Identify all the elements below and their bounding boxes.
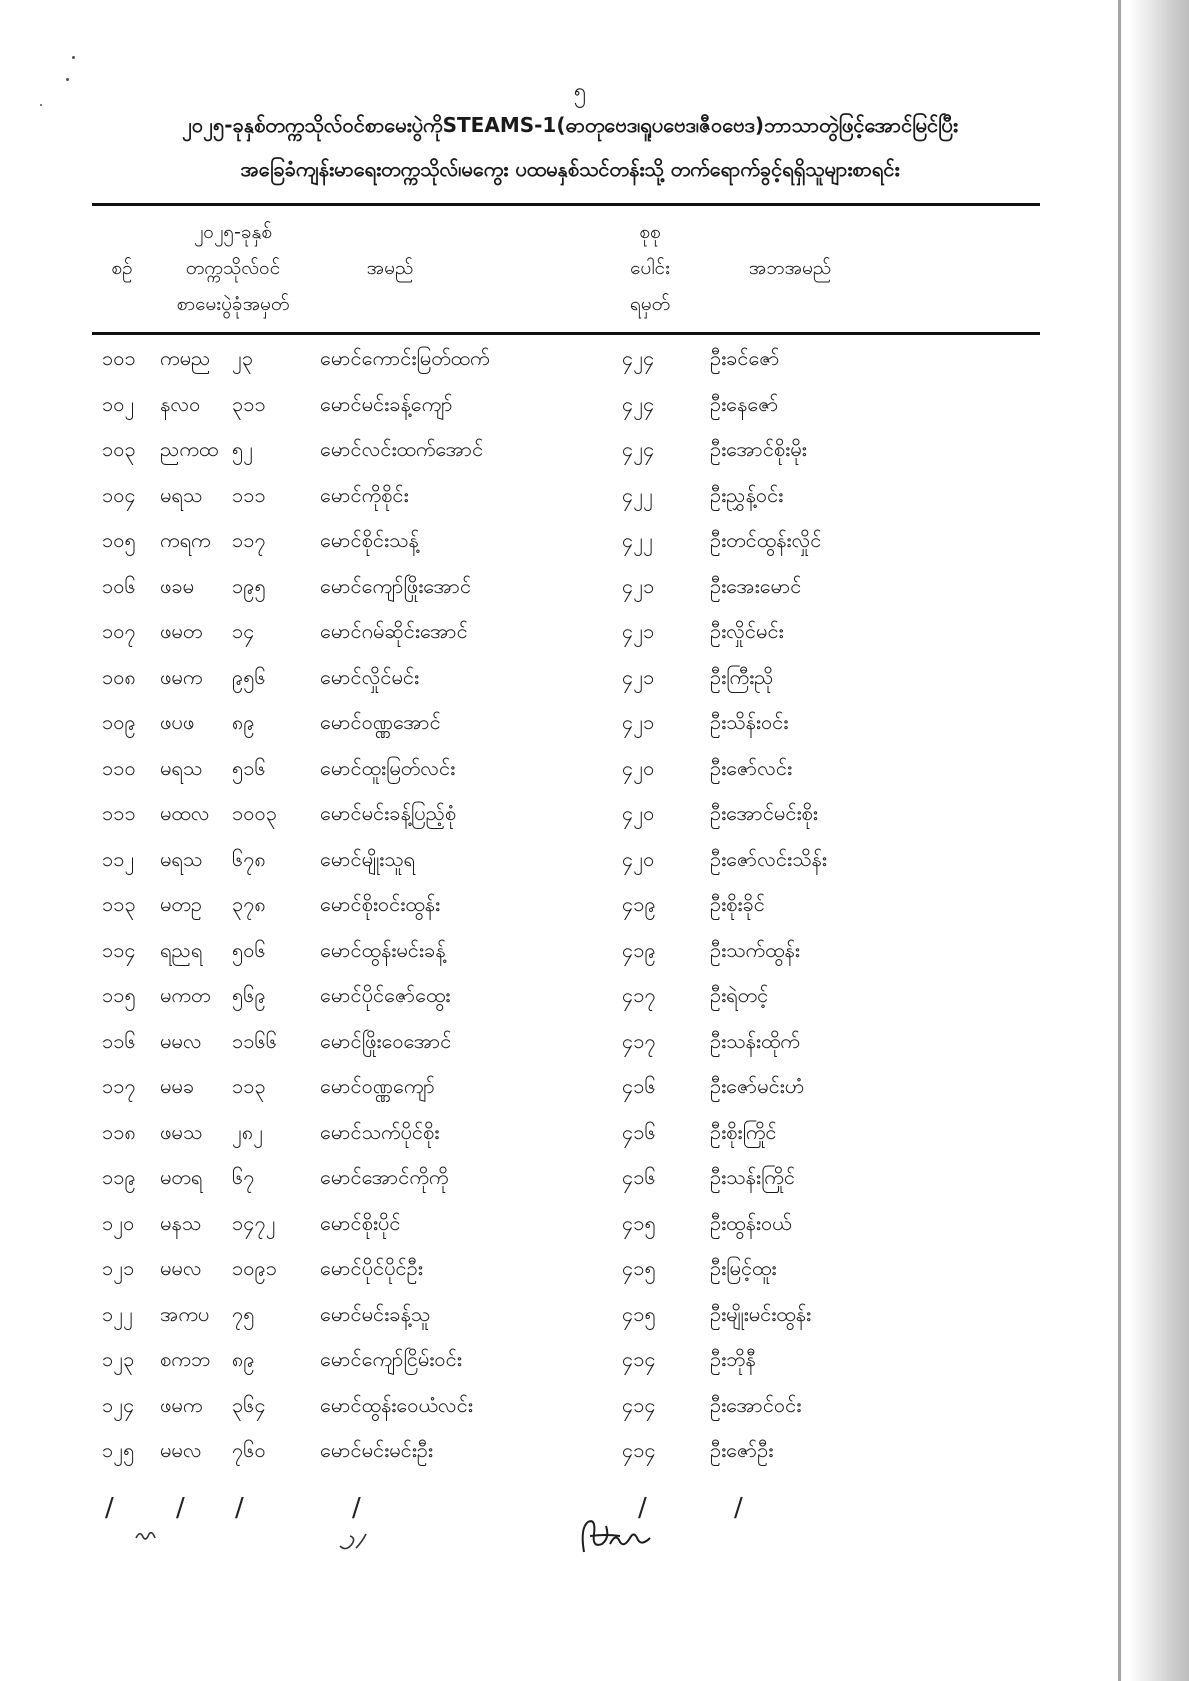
row-serial-no: ၁၁၁ <box>102 801 136 825</box>
row-father-name: ဦးအောင်ဝင်း <box>710 1392 802 1417</box>
row-student-name: မောင်မင်းမင်းဦး <box>320 1438 433 1462</box>
row-total-marks: ၄၁၄ <box>622 1347 656 1371</box>
row-father-name: ဦးညွှန့်ဝင်း <box>710 482 784 507</box>
document-subtitle: အခြေခံကျန်းမာရေးတက္ကသိုလ်၊မကွေး ပထမနှစ်သင်တန်းသို့ တက်ရောက်ခွင့်ရရှိသူများစာရင်း <box>240 157 900 181</box>
header-roll-number <box>148 214 318 322</box>
row-student-name: မောင်စိုးပိုင် <box>320 1210 401 1235</box>
row-exam-center-code: မထလ <box>160 801 210 825</box>
header-marks-line-1: စုစု <box>639 221 661 243</box>
table-row <box>0 974 1189 1020</box>
initial-mark <box>336 1528 370 1554</box>
row-roll-number: ၈၉ <box>232 710 255 734</box>
row-father-name: ဦးမြင့်ထူး <box>710 1256 777 1280</box>
table-row <box>0 747 1189 793</box>
row-student-name: မောင်ပိုင်ပိုင်ဦး <box>320 1256 423 1280</box>
row-total-marks: ၄၂၀ <box>622 801 655 825</box>
row-serial-no: ၁၀၁ <box>102 346 136 370</box>
table-row <box>0 1384 1189 1430</box>
row-total-marks: ၄၂၄ <box>622 437 655 461</box>
row-father-name: ဦးသန်းထိုက် <box>710 1028 800 1053</box>
row-serial-no: ၁၀၅ <box>102 528 136 552</box>
table-row <box>0 656 1189 702</box>
row-exam-center-code: နလဝ <box>160 391 201 416</box>
table-row <box>0 428 1189 474</box>
table-row <box>0 1202 1189 1248</box>
table-row <box>0 610 1189 656</box>
row-serial-no: ၁၀၆ <box>102 573 136 598</box>
row-roll-number: ၁၁၁ <box>232 482 266 507</box>
row-serial-no: ၁၀၇ <box>102 619 136 643</box>
row-exam-center-code: ကမည <box>160 346 211 370</box>
table-row <box>0 792 1189 838</box>
row-roll-number: ၆၇ <box>232 1165 255 1189</box>
table-row <box>0 519 1189 565</box>
row-roll-number: ၅၂ <box>232 437 254 461</box>
row-father-name: ဦးသန်းကြိုင် <box>710 1165 795 1189</box>
table-row <box>0 337 1189 383</box>
row-father-name: ဦးဇော်လင်း <box>710 755 793 780</box>
row-total-marks: ၄၂၁ <box>622 573 655 598</box>
row-roll-number: ၁၀၀၃ <box>232 801 277 825</box>
row-serial-no: ၁၀၉ <box>102 710 136 734</box>
row-father-name: ဦးကြီးညို <box>710 664 774 689</box>
row-roll-number: ၃၇၈ <box>232 892 266 916</box>
row-student-name: မောင်ကျော်ငြိမ်းဝင်း <box>320 1347 462 1371</box>
footer-mark: / <box>734 1493 743 1523</box>
header-roll-line-1: ၂၀၂၅-ခုနှစ် <box>193 221 273 243</box>
footer-mark: / <box>352 1493 361 1523</box>
row-father-name: ဦးထွန်းဝယ် <box>710 1210 792 1235</box>
row-total-marks: ၄၁၆ <box>622 1074 656 1098</box>
table-header-rule <box>92 332 1040 335</box>
row-roll-number: ၁၀၉၁ <box>232 1256 277 1280</box>
row-father-name: ဦးဇော်ဦး <box>710 1438 774 1462</box>
row-student-name: မောင်ထွန်းမင်းခန့် <box>320 937 446 962</box>
row-roll-number: ၇၆၀ <box>232 1438 266 1462</box>
header-marks-line-3: ရမှတ် <box>629 293 671 315</box>
row-serial-no: ၁၁၂ <box>102 846 135 871</box>
row-student-name: မောင်ပိုင်ဇော်ထွေး <box>320 983 451 1007</box>
row-serial-no: ၁၁၀ <box>102 755 136 780</box>
table-row <box>0 1429 1189 1475</box>
row-serial-no: ၁၂၅ <box>102 1438 135 1462</box>
row-serial-no: ၁၁၃ <box>102 892 136 916</box>
page-number: ၅ <box>573 79 587 104</box>
row-father-name: ဦးစိုးခိုင် <box>710 892 765 916</box>
row-student-name: မောင်ဝဏ္ဏအောင် <box>320 710 441 734</box>
row-serial-no: ၁၁၅ <box>102 983 136 1007</box>
header-roll-line-2: တက္ကသိုလ်ဝင် <box>185 257 281 279</box>
row-father-name: ဦးဇော်လင်းသိန်း <box>710 846 827 871</box>
row-serial-no: ၁၂၂ <box>102 1301 133 1326</box>
row-exam-center-code: မရသ <box>160 482 203 507</box>
row-total-marks: ၄၂၁ <box>622 619 655 643</box>
footer-mark: / <box>638 1493 647 1523</box>
row-serial-no: ၁၁၇ <box>102 1074 136 1098</box>
row-father-name: ဦးတင်ထွန်းလှိုင် <box>710 528 822 552</box>
row-exam-center-code: အကပ <box>160 1301 210 1326</box>
row-roll-number: ၁၉၅ <box>232 573 266 598</box>
row-roll-number: ၅၆၉ <box>232 983 266 1007</box>
row-father-name: ဦးအောင်စိုးမိုး <box>710 437 807 461</box>
row-student-name: မောင်လှိုင်မင်း <box>320 664 420 689</box>
row-student-name: မောင်ဖြိုးဝေအောင် <box>320 1028 452 1053</box>
row-total-marks: ၄၁၅ <box>622 1256 656 1280</box>
row-total-marks: ၄၁၄ <box>622 1438 656 1462</box>
scan-speck <box>66 78 69 81</box>
table-row <box>0 1293 1189 1339</box>
row-total-marks: ၄၂၁ <box>622 664 655 689</box>
row-total-marks: ၄၂၀ <box>622 846 655 871</box>
row-exam-center-code: မတရ <box>160 1165 203 1189</box>
document-title: ၂၀၂၅-ခုနှစ်တက္ကသိုလ်ဝင်စာမေးပွဲကိုSTEAMS-1(ဓာတုဗေဒ၊ရူပဗေဒ၊ဇီဝဗေဒ)ဘာသာတွဲဖြင့်အောင်မြင်ပြီး <box>182 113 958 137</box>
table-row <box>0 883 1189 929</box>
row-student-name: မောင်မင်းခန့်ကျော် <box>320 391 453 416</box>
row-father-name: ဦးဇော်မင်းဟံ <box>710 1074 805 1098</box>
footer-mark: / <box>176 1493 185 1523</box>
row-total-marks: ၄၁၄ <box>622 1392 656 1417</box>
table-row <box>0 565 1189 611</box>
row-roll-number: ၅၀၆ <box>232 937 266 962</box>
table-row <box>0 1247 1189 1293</box>
row-total-marks: ၄၁၆ <box>622 1165 656 1189</box>
header-marks-line-2: ပေါင်း <box>630 257 670 279</box>
row-serial-no: ၁၁၉ <box>102 1165 136 1189</box>
row-father-name: ဦးဘိုနီ <box>710 1347 756 1371</box>
row-serial-no: ၁၂၃ <box>102 1347 135 1371</box>
row-father-name: ဦးအေးမောင် <box>710 573 802 598</box>
row-roll-number: ၂၃ <box>232 346 254 370</box>
row-student-name: မောင်ကောင်းမြတ်ထက် <box>320 346 490 370</box>
signature <box>576 1514 660 1558</box>
row-total-marks: ၄၂၂ <box>622 482 653 507</box>
row-exam-center-code: မရသ <box>160 755 203 780</box>
row-roll-number: ၁၁၆၆ <box>232 1028 277 1053</box>
row-student-name: မောင်ထွန်းဝေယံလင်း <box>320 1392 473 1417</box>
table-row <box>0 1156 1189 1202</box>
table-row <box>0 1338 1189 1384</box>
row-serial-no: ၁၁၄ <box>102 937 136 962</box>
row-serial-no: ၁၀၂ <box>102 391 135 416</box>
row-student-name: မောင်ဂမ်ဆိုင်းအောင် <box>320 619 468 643</box>
row-exam-center-code: ကရက <box>160 528 211 552</box>
scan-speck <box>40 104 42 106</box>
row-total-marks: ၄၁၆ <box>622 1119 656 1144</box>
table-row <box>0 1065 1189 1111</box>
row-exam-center-code: ဖမသ <box>160 1119 203 1144</box>
row-student-name: မောင်အောင်ကိုကို <box>320 1165 449 1189</box>
row-total-marks: ၄၂၁ <box>622 710 655 734</box>
table-row <box>0 383 1189 429</box>
header-name: အမည် <box>366 257 414 279</box>
row-roll-number: ၁၄ <box>232 619 255 643</box>
table-row <box>0 1111 1189 1157</box>
table-top-rule <box>92 203 1040 206</box>
row-father-name: ဦးအောင်မင်းစိုး <box>710 801 818 825</box>
row-exam-center-code: မမလ <box>160 1028 202 1053</box>
initial-mark <box>134 1528 158 1544</box>
row-total-marks: ၄၂၀ <box>622 755 655 780</box>
row-father-name: ဦးနေဇော် <box>710 391 779 416</box>
row-exam-center-code: ဖခမ <box>160 573 195 598</box>
row-total-marks: ၄၁၇ <box>622 983 656 1007</box>
row-student-name: မောင်ဝဏ္ဏကျော် <box>320 1074 435 1098</box>
header-roll-line-3: စာမေးပွဲခုံအမှတ် <box>176 293 290 315</box>
row-serial-no: ၁၂၄ <box>102 1392 135 1417</box>
row-total-marks: ၄၁၅ <box>622 1301 656 1326</box>
row-roll-number: ၂၈၂ <box>232 1119 264 1144</box>
table-row <box>0 929 1189 975</box>
table-row <box>0 701 1189 747</box>
row-father-name: ဦးမျိုးမင်းထွန်း <box>710 1301 812 1326</box>
row-total-marks: ၄၂၂ <box>622 528 653 552</box>
row-exam-center-code: ဖမတ <box>160 619 203 643</box>
row-exam-center-code: မမလ <box>160 1256 202 1280</box>
row-father-name: ဦးသိန်းဝင်း <box>710 710 789 734</box>
row-exam-center-code: ဖမက <box>160 1392 203 1417</box>
table-row <box>0 838 1189 884</box>
row-student-name: မောင်ကိုစိုင်း <box>320 482 409 507</box>
row-roll-number: ၁၄၇၂ <box>232 1210 276 1235</box>
row-roll-number: ၈၉ <box>232 1347 255 1371</box>
row-student-name: မောင်ကျော်ဖြိုးအောင် <box>320 573 472 598</box>
row-exam-center-code: မမလ <box>160 1438 202 1462</box>
row-exam-center-code: စကဘ <box>160 1347 211 1371</box>
row-roll-number: ၉၅၆ <box>232 664 266 689</box>
row-serial-no: ၁၁၆ <box>102 1028 136 1053</box>
row-exam-center-code: ရညရ <box>160 937 203 962</box>
header-father-name: အဘအမည် <box>748 257 832 279</box>
footer-mark: / <box>105 1493 114 1523</box>
row-roll-number: ၆၇၈ <box>232 846 266 871</box>
row-total-marks: ၄၁၉ <box>622 937 656 962</box>
row-exam-center-code: မတဥ <box>160 892 202 916</box>
row-student-name: မောင်စိုင်းသန့် <box>320 528 419 552</box>
row-serial-no: ၁၀၄ <box>102 482 136 507</box>
row-serial-no: ၁၀၃ <box>102 437 136 461</box>
row-student-name: မောင်လင်းထက်အောင် <box>320 437 484 461</box>
row-total-marks: ၄၁၅ <box>622 1210 656 1235</box>
scan-speck <box>72 56 75 59</box>
footer-mark: / <box>235 1493 244 1523</box>
row-student-name: မောင်သက်ပိုင်စိုး <box>320 1119 440 1144</box>
row-roll-number: ၃၆၄ <box>232 1392 266 1417</box>
row-father-name: ဦးသက်ထွန်း <box>710 937 800 962</box>
row-exam-center-code: မကတ <box>160 983 211 1007</box>
row-exam-center-code: ညကထ <box>160 437 219 461</box>
table-row <box>0 474 1189 520</box>
table-body <box>0 337 1189 1475</box>
row-student-name: မောင်မင်းခန့်ပြည့်စုံ <box>320 801 457 825</box>
row-total-marks: ၄၂၄ <box>622 346 655 370</box>
row-exam-center-code: မနသ <box>160 1210 202 1235</box>
row-exam-center-code: ဖပဖ <box>160 710 195 734</box>
row-roll-number: ၇၅ <box>232 1301 255 1326</box>
row-student-name: မောင်ထူးမြတ်လင်း <box>320 755 456 780</box>
row-roll-number: ၁၁၃ <box>232 1074 266 1098</box>
row-exam-center-code: မရသ <box>160 846 203 871</box>
header-serial-no: စဉ် <box>111 257 133 279</box>
row-total-marks: ၄၁၇ <box>622 1028 656 1053</box>
row-roll-number: ၃၁၁ <box>232 391 266 416</box>
row-serial-no: ၁၂၀ <box>102 1210 135 1235</box>
row-exam-center-code: မမခ <box>160 1074 195 1098</box>
row-father-name: ဦးလှိုင်မင်း <box>710 619 784 643</box>
row-roll-number: ၁၁၇ <box>232 528 266 552</box>
row-father-name: ဦးစိုးကြိုင် <box>710 1119 777 1144</box>
row-total-marks: ၄၁၉ <box>622 892 656 916</box>
row-total-marks: ၄၂၄ <box>622 391 655 416</box>
row-student-name: မောင်မင်းခန့်သူ <box>320 1301 431 1326</box>
row-father-name: ဦးခင်ဇော် <box>710 346 780 370</box>
row-serial-no: ၁၂၁ <box>102 1256 135 1280</box>
row-serial-no: ၁၀၈ <box>102 664 136 689</box>
row-roll-number: ၅၁၆ <box>232 755 266 780</box>
table-row <box>0 1020 1189 1066</box>
row-student-name: မောင်မျိုးသူရ <box>320 846 415 871</box>
header-total-marks <box>610 214 690 322</box>
row-serial-no: ၁၁၈ <box>102 1119 136 1144</box>
row-student-name: မောင်စိုးဝင်းထွန်း <box>320 892 441 916</box>
row-father-name: ဦးရဲတင့် <box>710 983 769 1007</box>
row-exam-center-code: ဖမက <box>160 664 203 689</box>
